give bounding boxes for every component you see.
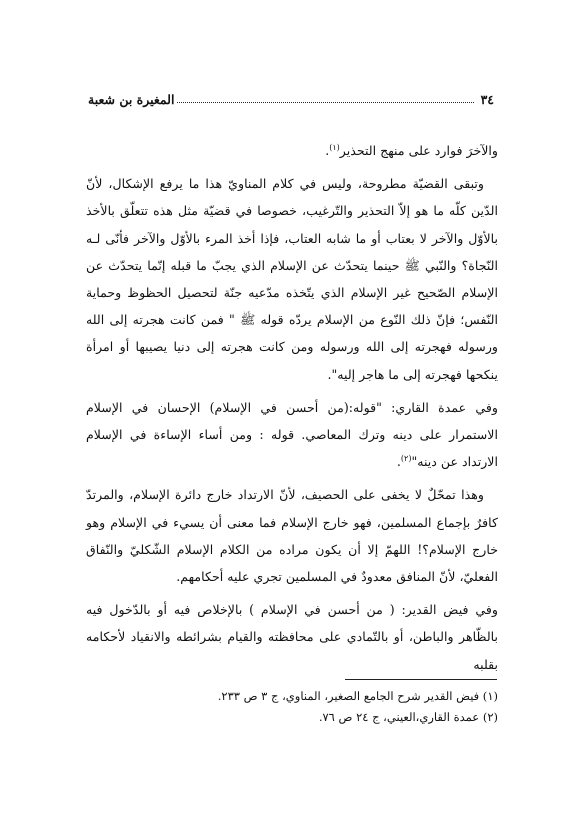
paragraph-3 [86, 394, 498, 476]
paragraph-4 [86, 481, 498, 590]
paragraph-1 [86, 137, 498, 164]
paragraph-2 [86, 170, 498, 388]
paragraph-text: وهذا تمحّلٌ لا يخفى على الحصيف، لأنّ الارتداد خارج دائرة الإسلام، والمرتدّ كافرٌ بإجماع المسلمين، فهو خارج الإسلام فما معنى أن يسيء في الإسلام وهو خارج الإسلام؟! اللهمّ إلا أن يكون مراده من الكلام الإسلام الشّكليّ والنّفاق الفعليّ، لأنّ المنافق معدودٌ في المسلمين تجري عليه أحكامهم. [86, 487, 498, 585]
paragraph-tail: . [325, 143, 330, 158]
footnote-2: (٢) عمدة القاري،العيني، ج ٢٤ ص ٧٦. [318, 710, 498, 724]
paragraph-text: وفي فيض القدير: ( من أحسن في الإسلام ) بالإخلاص فيه أو بالدّخول فيه بالظّاهر والباطن، أو بالتّمادي على محافظته والقيام بشرائطه والانقياد لأحكامه بقلبه [86, 602, 498, 672]
paragraph-5 [86, 596, 498, 678]
footnotes [78, 686, 498, 728]
paragraph-text: وفي عمدة القاري: "قوله:(من أحسن في الإسلام) الإحسان في الإسلام الاستمرار على دينه وترك المعاصي. قوله : ومن أساء الإساءة في الإسلام الارتداد عن دينه" [86, 399, 498, 470]
footnote-separator [345, 679, 497, 680]
main-text [86, 137, 498, 684]
footnote-ref: (١) [329, 142, 340, 152]
footnote-ref: (٢) [400, 454, 412, 464]
header-dotted-leader [177, 92, 473, 103]
paragraph-text: والآخرَ فوارد على منهج التحذير [339, 143, 498, 158]
running-header [88, 89, 494, 109]
footnote-1: (١) فيض القدير شرح الجامع الصغير، المناوي، ج ٣ ص ٢٣٣. [217, 689, 498, 703]
paragraph-text: وتبقى القضيّة مطروحة، وليس في كلام المناويّ هذا ما يرفع الإشكال، لأنّ الدّين كلّه ما هو إلاّ التحذير والتّرغيب، خصوصا في قضيّة مثل هذه تتعلّق بالأخذ بالأوّل والآخر لا بعتاب أو ما شابه العتاب، فإذا أخذ المرء بالأوّل والآخر فأنّى لـه النّجاة؟ والنّبي ﷺ حينما يتحدّث عن الإسلام الذي يجبّ ما قبله إنّما يتحدّث عن الإسلام الصّحيح غير الإسلام الذي يتّخذه مدّعيه جنّة لتحصيل الحظوظ وحماية النّفس؛ فإنّ ذلك النّوع من الإسلام يردّه قوله ﷺ " فمن كانت هجرته إلى الله ورسوله فهجرته إلى الله ورسوله ومن كانت هجرته إلى دنيا يصيبها أو امرأة ينكحها فهجرته إلى ما هاجر إليه". [86, 176, 498, 382]
running-title: المغيرة بن شعبة [88, 91, 175, 107]
page-number: ٣٤ [480, 91, 494, 107]
paragraph-tail: . [396, 454, 401, 470]
